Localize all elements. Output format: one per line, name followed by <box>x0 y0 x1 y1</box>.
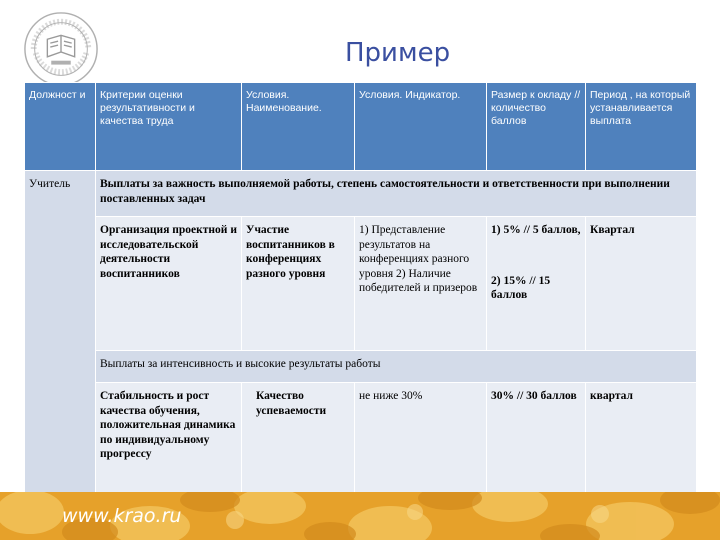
page-title: Пример <box>345 38 451 68</box>
table-row <box>25 351 697 383</box>
header-position: Должност и <box>25 83 96 171</box>
institution-logo <box>22 10 100 88</box>
header-indicator: Условия. Индикатор. <box>355 83 487 171</box>
section1-period: Квартал <box>586 217 697 351</box>
section2-criterion: Стабильность и рост качества обучения, положительная динамика по индивидуальному прогрессу <box>96 383 242 501</box>
header-condition-name: Условия. Наименование. <box>242 83 355 171</box>
section1-title: Выплаты за важность выполняемой работы, степень самостоятельности и ответственности при выполнении поставленных задач <box>96 171 697 217</box>
table-header-row <box>25 83 697 171</box>
section1-condition-name: Участие воспитанников в конференциях разного уровня <box>242 217 355 351</box>
table-row <box>25 171 697 217</box>
section2-condition-name: Качество успеваемости <box>242 383 355 501</box>
section1-size-1: 1) 5% // 5 баллов, <box>491 224 581 236</box>
section1-criterion: Организация проектной и исследовательской деятельности воспитанников <box>96 217 242 351</box>
criteria-table <box>24 82 697 501</box>
header-size: Размер к окладу // количество баллов <box>487 83 586 171</box>
table-row <box>25 383 697 501</box>
section1-size-2: 2) 15% // 15 баллов <box>491 274 551 301</box>
position-cell: Учитель <box>25 171 96 501</box>
section2-indicator: не ниже 30% <box>355 383 487 501</box>
section2-period: квартал <box>586 383 697 501</box>
header-period: Период , на который устанавливается выплата <box>586 83 697 171</box>
table-row <box>25 217 697 351</box>
section2-title: Выплаты за интенсивность и высокие результаты работы <box>96 351 697 383</box>
header-criteria: Критерии оценки результативности и качества труда <box>96 83 242 171</box>
section1-size <box>487 217 586 351</box>
website-link[interactable]: www.krao.ru <box>62 505 182 527</box>
section2-size: 30% // 30 баллов <box>487 383 586 501</box>
section1-indicator: 1) Представление результатов на конференциях разного уровня 2) Наличие победителей и призеров <box>355 217 487 351</box>
